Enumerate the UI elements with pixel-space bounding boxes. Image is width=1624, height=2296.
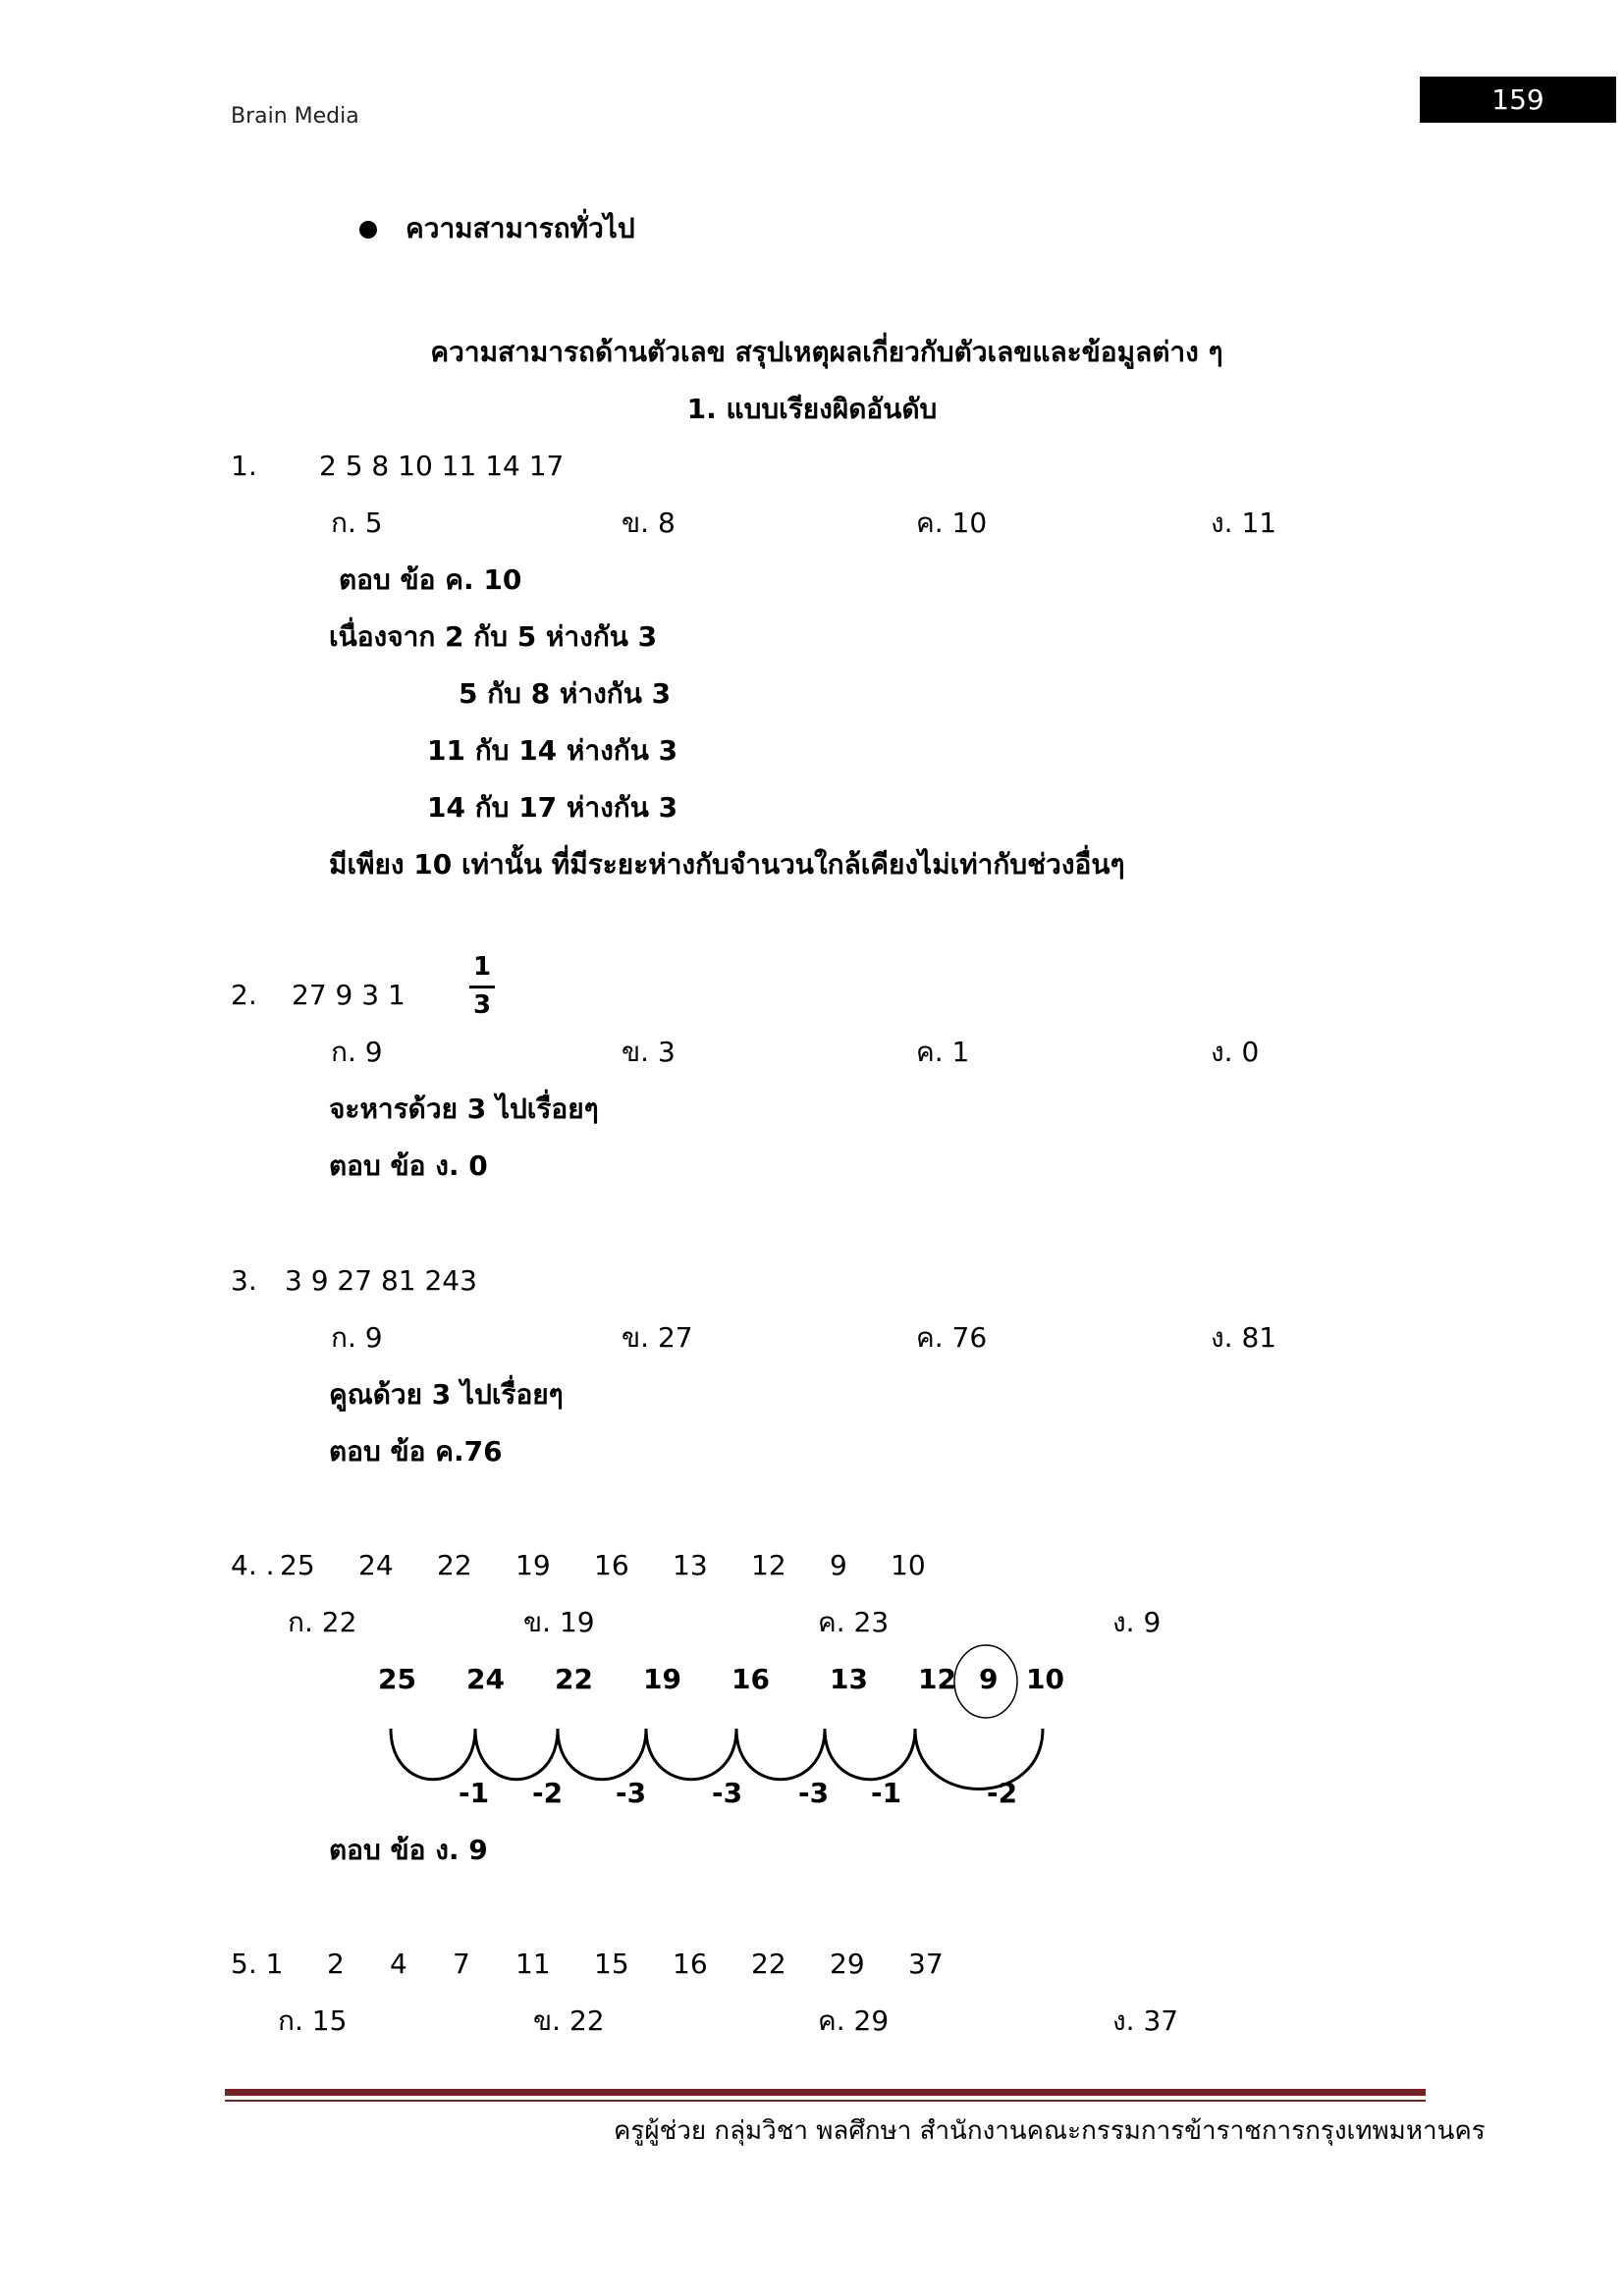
q3-choice-c: ค. 76 <box>916 1321 988 1354</box>
bullet-icon <box>359 221 377 239</box>
q3-choice-a: ก. 9 <box>331 1321 383 1354</box>
footer-rule <box>225 2089 1426 2096</box>
q4-sequence-item: 12 <box>751 1549 786 1581</box>
q4-choice-d: ง. 9 <box>1112 1606 1162 1638</box>
q4-choice-a: ก. 22 <box>288 1606 357 1638</box>
q3-answer: ตอบ ข้อ ค.76 <box>329 1435 503 1468</box>
diagram-diff: -2 <box>532 1777 564 1809</box>
q5-choice-d: ง. 37 <box>1112 2004 1179 2037</box>
q5-sequence-item: 2 <box>327 1948 345 1980</box>
fraction-bar <box>469 986 495 988</box>
q2-choice-b: ข. 3 <box>622 1036 676 1068</box>
arc <box>736 1729 825 1780</box>
q5-choice-b: ข. 22 <box>533 2004 605 2037</box>
q4-sequence-item: 19 <box>515 1549 551 1581</box>
q4-sequence-item: 25 <box>280 1549 315 1581</box>
q1-choice-a: ก. 5 <box>331 507 383 539</box>
brand-name: Brain Media <box>231 104 359 129</box>
q1-explain-line: 5 กับ 8 ห่างกัน 3 <box>459 677 672 710</box>
q4-sequence-item: 13 <box>673 1549 708 1581</box>
arc <box>475 1729 558 1780</box>
answer-circle <box>954 1645 1017 1718</box>
q1-conclusion: มีเพียง 10 เท่านั้น ที่มีระยะห่างกับจำนวนใกล้เคียงไม่เท่ากับช่วงอื่นๆ <box>329 848 1125 881</box>
q1-explain-line: เนื่องจาก 2 กับ 5 ห่างกัน 3 <box>329 620 658 653</box>
diagram-diff: -1 <box>459 1777 490 1809</box>
page-title: ความสามารถด้านตัวเลข สรุปเหตุผลเกี่ยวกับตัวเลขและข้อมูลต่าง ๆ <box>430 336 1223 368</box>
q3-choice-d: ง. 81 <box>1211 1321 1277 1354</box>
q1-sequence: 2 5 8 10 11 14 17 <box>319 450 565 482</box>
q2-rule: จะหารด้วย 3 ไปเรื่อยๆ <box>329 1093 599 1125</box>
q1-choice-b: ข. 8 <box>622 507 676 539</box>
q1-choice-c: ค. 10 <box>916 507 988 539</box>
page-number: 159 <box>1420 77 1616 123</box>
q2-fraction <box>469 952 495 1020</box>
arc <box>391 1729 475 1780</box>
q4-difference-arcs <box>373 1625 1080 1796</box>
page-subtitle: 1. แบบเรียงผิดอันดับ <box>686 393 938 425</box>
q5-sequence-item: 16 <box>673 1948 708 1980</box>
q4-number: 4. . <box>231 1549 275 1581</box>
q2-sequence: 27 9 3 1 <box>292 979 406 1011</box>
q5-sequence-item: 4 <box>390 1948 407 1980</box>
section-heading: ความสามารถทั่วไป <box>406 212 635 244</box>
q2-answer: ตอบ ข้อ ง. 0 <box>329 1149 488 1182</box>
q4-choice-c: ค. 23 <box>818 1606 890 1638</box>
diagram-number: 10 <box>1026 1663 1064 1695</box>
q5-sequence-item: 29 <box>830 1948 865 1980</box>
q2-choice-c: ค. 1 <box>916 1036 970 1068</box>
q4-sequence-item: 22 <box>437 1549 472 1581</box>
diagram-diff: -3 <box>798 1777 830 1809</box>
diagram-number: 16 <box>731 1663 770 1695</box>
diagram-number: 22 <box>555 1663 593 1695</box>
q5-number: 5. 1 <box>231 1948 284 1980</box>
q2-choice-a: ก. 9 <box>331 1036 383 1068</box>
footer-text: ครูผู้ช่วย กลุ่มวิชา พลศึกษา สำนักงานคณะกรรมการข้าราชการกรุงเทพมหานคร <box>614 2116 1486 2146</box>
diagram-number: 19 <box>643 1663 681 1695</box>
arc <box>646 1729 736 1780</box>
q2-number: 2. <box>231 979 257 1011</box>
diagram-diff: -3 <box>616 1777 647 1809</box>
q5-sequence-item: 15 <box>594 1948 629 1980</box>
q4-sequence-item: 10 <box>891 1549 926 1581</box>
q5-sequence-item: 22 <box>751 1948 786 1980</box>
q4-sequence-item: 16 <box>594 1549 629 1581</box>
fraction-denominator: 3 <box>472 990 492 1020</box>
q3-sequence: 3 9 27 81 243 <box>285 1264 477 1297</box>
fraction-numerator: 1 <box>472 952 492 982</box>
diagram-diff: -3 <box>712 1777 743 1809</box>
q4-sequence-item: 24 <box>358 1549 394 1581</box>
q5-sequence-item: 7 <box>453 1948 470 1980</box>
q5-sequence-item: 37 <box>908 1948 944 1980</box>
arc <box>558 1729 646 1780</box>
q5-choice-a: ก. 15 <box>278 2004 348 2037</box>
diagram-number-circled: 9 <box>979 1663 999 1695</box>
diagram-number: 24 <box>466 1663 505 1695</box>
diagram-number: 13 <box>830 1663 868 1695</box>
arc <box>825 1729 915 1780</box>
diagram-number: 25 <box>378 1663 416 1695</box>
q3-rule: คูณด้วย 3 ไปเรื่อยๆ <box>329 1378 564 1411</box>
arc <box>915 1729 1043 1789</box>
q3-choice-b: ข. 27 <box>622 1321 693 1354</box>
q4-answer: ตอบ ข้อ ง. 9 <box>329 1834 488 1866</box>
q1-choice-d: ง. 11 <box>1211 507 1277 539</box>
q1-explain-line: 11 กับ 14 ห่างกัน 3 <box>427 734 678 767</box>
footer-rule-thin <box>225 2100 1426 2102</box>
q5-sequence-item: 11 <box>515 1948 551 1980</box>
q5-choice-c: ค. 29 <box>818 2004 890 2037</box>
q1-number: 1. <box>231 450 257 482</box>
q2-choice-d: ง. 0 <box>1211 1036 1260 1068</box>
q4-choice-b: ข. 19 <box>523 1606 595 1638</box>
diagram-diff: -1 <box>871 1777 902 1809</box>
diagram-number: 12 <box>918 1663 956 1695</box>
q3-number: 3. <box>231 1264 257 1297</box>
q4-sequence-item: 9 <box>830 1549 847 1581</box>
q1-explain-line: 14 กับ 17 ห่างกัน 3 <box>427 791 678 824</box>
q1-answer: ตอบ ข้อ ค. 10 <box>339 563 522 596</box>
diagram-diff: -2 <box>987 1777 1018 1809</box>
